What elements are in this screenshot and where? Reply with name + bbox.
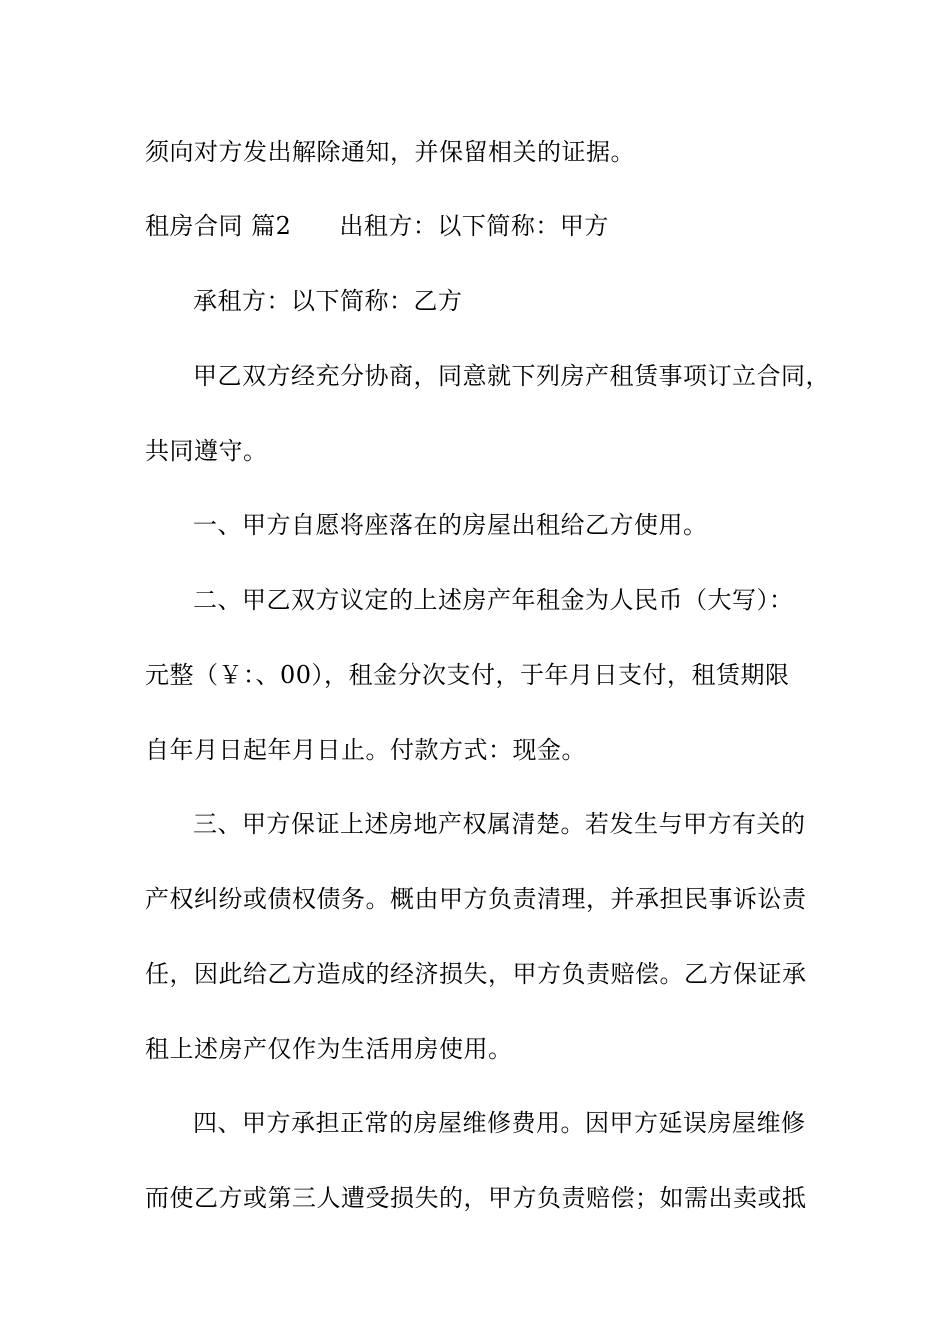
text-line [145,660,790,690]
text-line [193,510,708,540]
text-line [193,809,806,839]
line-text: 一、甲方自愿将座落在的房屋出租给乙方使用。 [193,511,708,539]
line-text: 租上述房产仅作为生活用房使用。 [145,1035,513,1063]
line-text: 甲乙双方经充分协商，同意就下列房产租赁事项订立合同， [193,362,830,390]
text-line [145,735,586,765]
line-text: 共同遵守。 [145,437,268,465]
line-text: 任，因此给乙方造成的经济损失，甲方负责赔偿。乙方保证承 [145,960,807,988]
line-text: 须向对方发出解除通知，并保留相关的证据。 [145,138,635,166]
text-line [193,1108,806,1138]
line-text: 四、甲方承担正常的房屋维修费用。因甲方延误房屋维修 [193,1109,806,1137]
line-text: 三、甲方保证上述房地产权属清楚。若发生与甲方有关的 [193,810,806,838]
line-text: 自年月日起年月日止。付款方式：现金。 [145,736,586,764]
section-heading-line [145,211,609,241]
line-text: 出租方：以下简称：甲方 [339,212,609,240]
line-text: 而使乙方或第三人遭受损失的，甲方负责赔偿；如需出卖或抵 [145,1184,807,1212]
line-text: 二、甲乙双方议定的上述房产年租金为人民币（大写）： [193,586,794,614]
text-line [145,436,268,466]
text-line [145,959,807,989]
line-text: 承租方：以下简称：乙方 [193,287,463,315]
text-line [145,137,635,167]
text-line [145,1034,513,1064]
text-line [193,286,463,316]
line-text: 元整（￥：、00），租金分次支付，于年月日支付，租赁期限 [145,661,790,689]
section-heading: 租房合同 篇2 [145,212,292,240]
text-line [193,585,794,615]
text-line [193,361,830,391]
line-text: 产权纠纷或债权债务。概由甲方负责清理，并承担民事诉讼责 [145,885,807,913]
text-line [145,884,807,914]
text-line [145,1183,807,1213]
